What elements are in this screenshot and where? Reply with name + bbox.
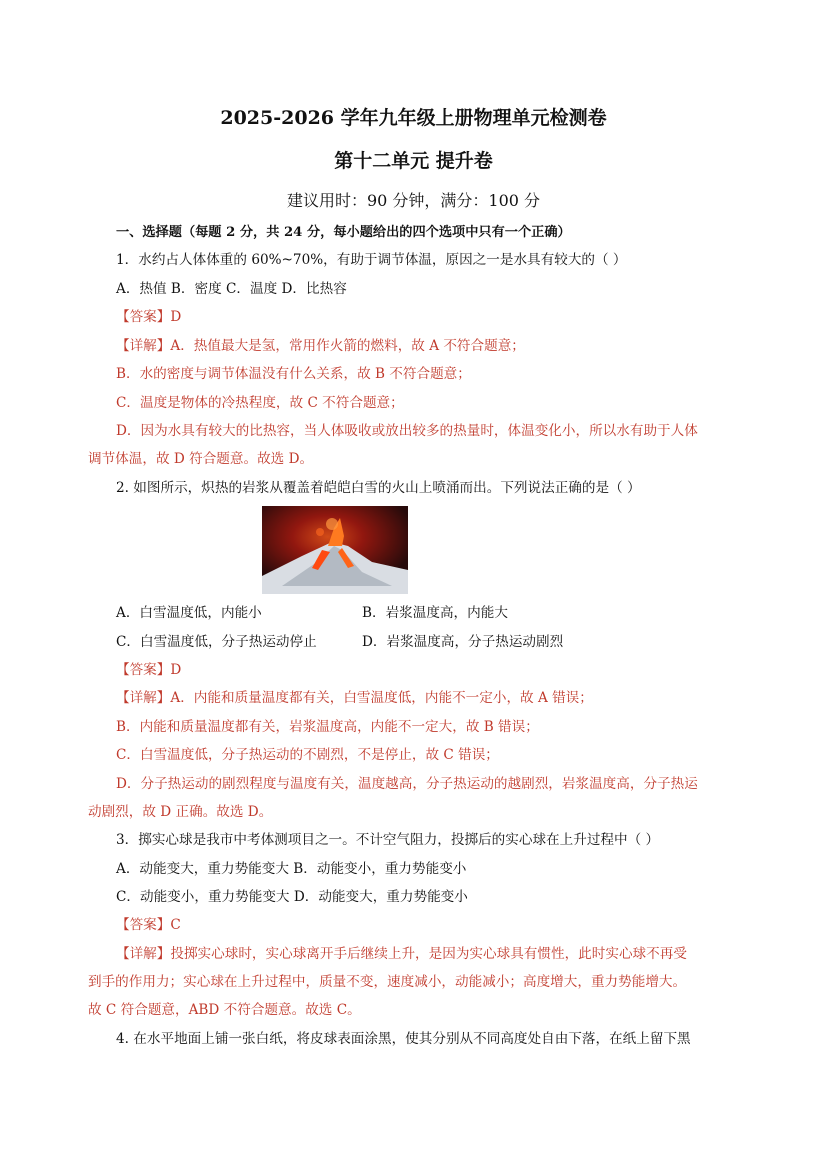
q2-detail-d: D．分子热运动的剧烈程度与温度有关，温度越高，分子热运动的越剧烈，岩浆温度高，分子热运 — [116, 776, 698, 792]
q1-detail-a — [116, 336, 739, 356]
answer-value: D — [170, 662, 182, 678]
detail-text: A．热值最大是氢，常用作火箭的燃料，故 A 不符合题意； — [170, 338, 525, 354]
exam-title: 2025-2026 学年九年级上册物理单元检测卷 — [220, 107, 607, 129]
q3-detail-c: 故 C 符合题意，ABD 不符合题意。故选 C。 — [88, 1002, 361, 1018]
detail-text: 投掷实心球时，实心球离开手后继续上升，是因为实心球具有惯性，此时实心球不再受 — [170, 946, 687, 962]
answer-tag: 【答案】 — [116, 309, 171, 325]
q1-answer — [116, 307, 739, 327]
q2-option-a: A．白雪温度低，内能小 — [116, 605, 262, 621]
q3-options-1: A．动能变大，重力势能变大 B．动能变小，重力势能变小 — [116, 861, 467, 877]
section-heading — [116, 222, 739, 243]
answer-value: D — [170, 309, 182, 325]
q1-detail-b: B．水的密度与调节体温没有什么关系，故 B 不符合题意； — [116, 366, 471, 382]
section-note: （每题 2 分，共 24 分，每小题给出的四个选项中只有一个正确） — [181, 225, 571, 240]
answer-value: C — [170, 917, 181, 933]
unit-title: 第十二单元 提升卷 — [334, 150, 493, 172]
q2-detail-d-cont: 动剧烈，故 D 正确。故选 D。 — [88, 804, 273, 820]
q2-detail-a — [116, 688, 739, 708]
q3-options-2: C．动能变小，重力势能变大 D．动能变大，重力势能变小 — [116, 889, 468, 905]
q1-detail-d-cont: 调节体温，故 D 符合题意。故选 D。 — [88, 451, 314, 467]
detail-tag: 【详解】 — [116, 690, 171, 706]
q2-option-d: D．岩浆温度高，分子热运动剧烈 — [362, 634, 564, 650]
volcano-photo — [262, 506, 408, 594]
q3-detail-b: 到手的作用力；实心球在上升过程中，质量不变，速度减小，动能减小；高度增大，重力势能增大。 — [88, 974, 687, 990]
q1-stem: 1．水约占人体体重的 60%~70%，有助于调节体温，原因之一是水具有较大的（ ） — [116, 252, 627, 268]
detail-tag: 【详解】 — [116, 946, 171, 962]
q3-stem: 3．掷实心球是我市中考体测项目之一。不计空气阻力，投掷后的实心球在上升过程中（ ） — [116, 832, 660, 848]
answer-tag: 【答案】 — [116, 662, 171, 678]
q1-options: A．热值 B．密度 C．温度 D．比热容 — [116, 281, 347, 297]
q3-detail-a — [116, 944, 739, 964]
q1-detail-c: C．温度是物体的冷热程度，故 C 不符合题意； — [116, 395, 404, 411]
q2-option-b: B．岩浆温度高，内能大 — [362, 605, 508, 621]
detail-tag: 【详解】 — [116, 338, 171, 354]
time-info: 建议用时：90 分钟，满分：100 分 — [286, 191, 541, 210]
q2-detail-b: B．内能和质量温度都有关，岩浆温度高，内能不一定大，故 B 错误； — [116, 719, 539, 735]
q2-stem: 2. 如图所示，炽热的岩浆从覆盖着皑皑白雪的火山上喷涌而出。下列说法正确的是（ ） — [116, 480, 641, 496]
q2-answer — [116, 660, 739, 680]
q1-detail-d: D．因为水具有较大的比热容，当人体吸收或放出较多的热量时，体温变化小，所以水有助于人体 — [116, 423, 698, 439]
section-title: 一、选择题 — [116, 225, 182, 240]
q4-stem: 4. 在水平地面上铺一张白纸，将皮球表面涂黑，使其分别从不同高度处自由下落，在纸上留下黑 — [116, 1031, 691, 1047]
q2-option-c: C．白雪温度低，分子热运动停止 — [116, 634, 317, 650]
answer-tag: 【答案】 — [116, 917, 171, 933]
q2-detail-c: C．白雪温度低，分子热运动的不剧烈，不是停止，故 C 错误； — [116, 747, 499, 763]
detail-text: A．内能和质量温度都有关，白雪温度低，内能不一定小，故 A 错误； — [170, 690, 593, 706]
q3-answer — [116, 915, 739, 935]
